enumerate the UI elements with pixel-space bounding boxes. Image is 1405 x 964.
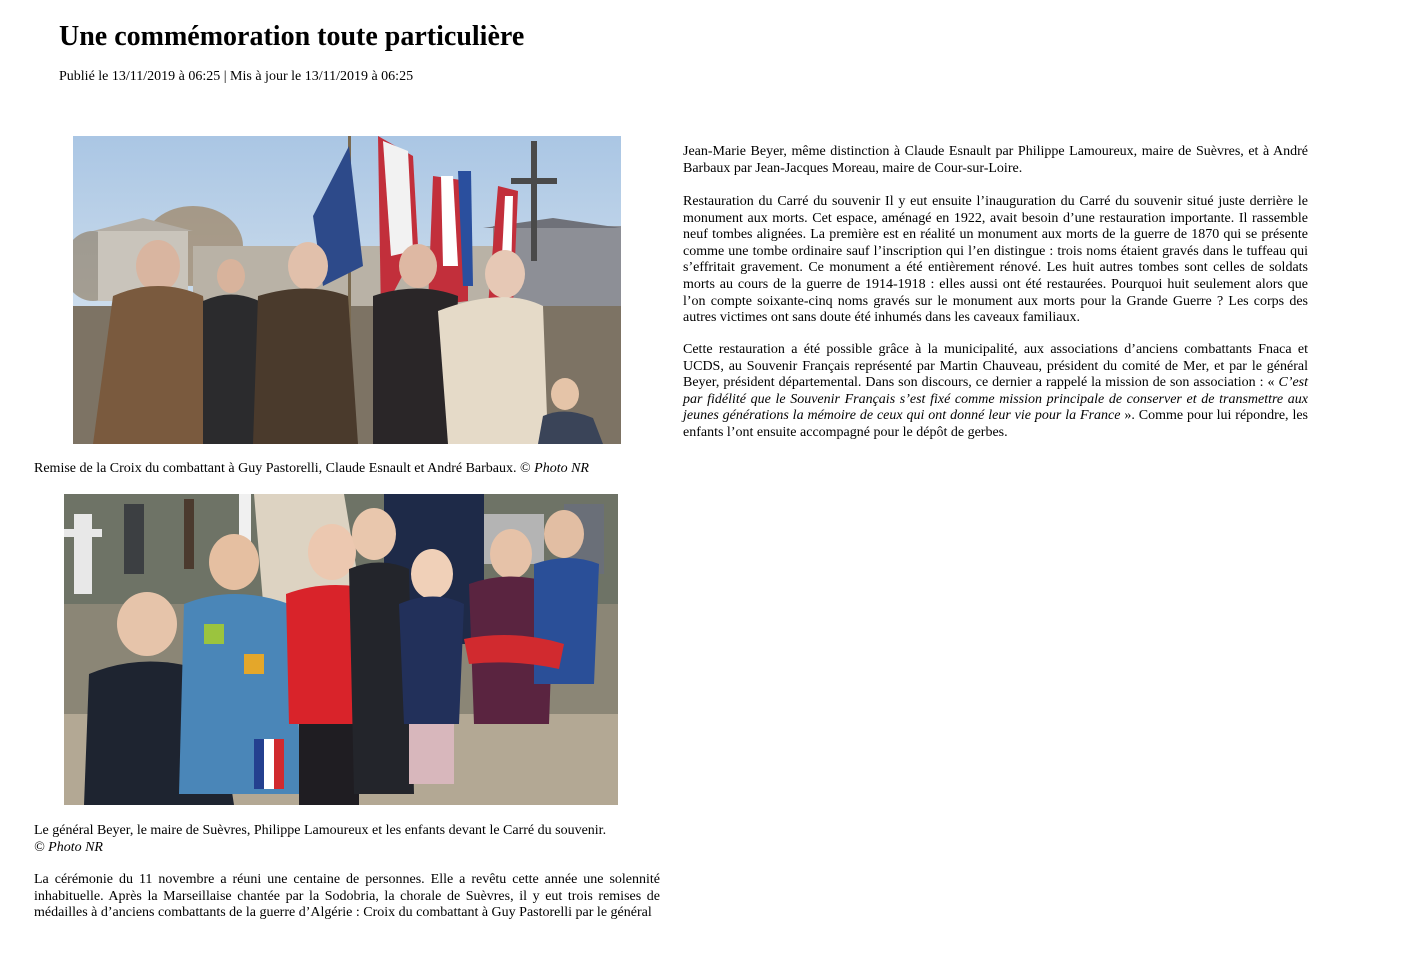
article-paragraph: Jean-Marie Beyer, même distinction à Claude Esnault par Philippe Lamoureux, maire de Suèvres, et à André Barbaux par Jean-Jacques Moreau, maire de Cour-sur-Loire. [683, 144, 1308, 176]
caption-text: Remise de la Croix du combattant à Guy Pastorelli, Claude Esnault et André Barbaux. © [34, 461, 535, 476]
article-paragraph [683, 342, 1308, 442]
photo-credit: Photo NR [534, 461, 589, 476]
photo-caption [34, 461, 654, 478]
photo-credit: © Photo NR [34, 839, 103, 855]
paragraph-text: Cette restauration a été possible grâce à la municipalité, aux associations d’anciens combattants Fnaca et UCDS, au Souvenir Français représenté par Martin Chauveau, président du comité de Mer, et par le général Beyer, président départemental. Dans son discours, ce dernier a rappelé la mission de son association : « [683, 342, 1308, 391]
quote-text: C’est par fidélité que le Souvenir Français s’est fixé comme mission principale de conserver et de transmettre aux jeunes générations la mémoire de ceux qui ont donné leur vie pour la France [683, 375, 1308, 424]
children-photo [64, 494, 618, 805]
paragraph-text: ». Comme pour lui répondre, les enfants l’ont ensuite accompagné pour le dépôt de gerbes. [683, 408, 1308, 440]
article-paragraph: Restauration du Carré du souvenir Il y eut ensuite l’inauguration du Carré du souvenir situé juste derrière le monument aux morts. Cet espace, aménagé en 1922, avait besoin d’une restauration importante. Il rassemble neuf tombes alignées. La première est en réalité un monument aux morts de la guerre de 1870 qui se présente comme une tombe ordinaire sauf l’inscription qui l’en distingue : trois noms étaient gravés dans le tuffeau qui s’effritait gravement. Ce monument a été entièrement rénové. Les huit autres tombes sont celles de soldats morts au cours de la guerre de 1914-1918 : elles aussi ont été restaurées. Pourquoi huit seulement alors que l’on compte soixante-cinq noms gravés sur le monument aux morts pour la Grande Guerre ? Les corps des autres victimes ont sans doute été inhumés dans les caveaux familiaux. [683, 194, 1308, 326]
photo-caption [34, 823, 654, 856]
caption-text: Le général Beyer, le maire de Suèvres, Philippe Lamoureux et les enfants devant le Carré du souvenir. [34, 823, 607, 838]
article-title: Une commémoration toute particulière [59, 21, 525, 52]
ceremony-photo [73, 136, 621, 444]
article-paragraph: La cérémonie du 11 novembre a réuni une centaine de personnes. Elle a revêtu cette année une solennité inhabituelle. Après la Marseillaise chantée par la Sodobria, la chorale de Suèvres, il y eut trois remises de médailles à d’anciens combattants de la guerre d’Algérie : Croix du combattant à Guy Pastorelli par le général [34, 872, 660, 921]
publish-date: Publié le 13/11/2019 à 06:25 | Mis à jour le 13/11/2019 à 06:25 [59, 69, 414, 84]
